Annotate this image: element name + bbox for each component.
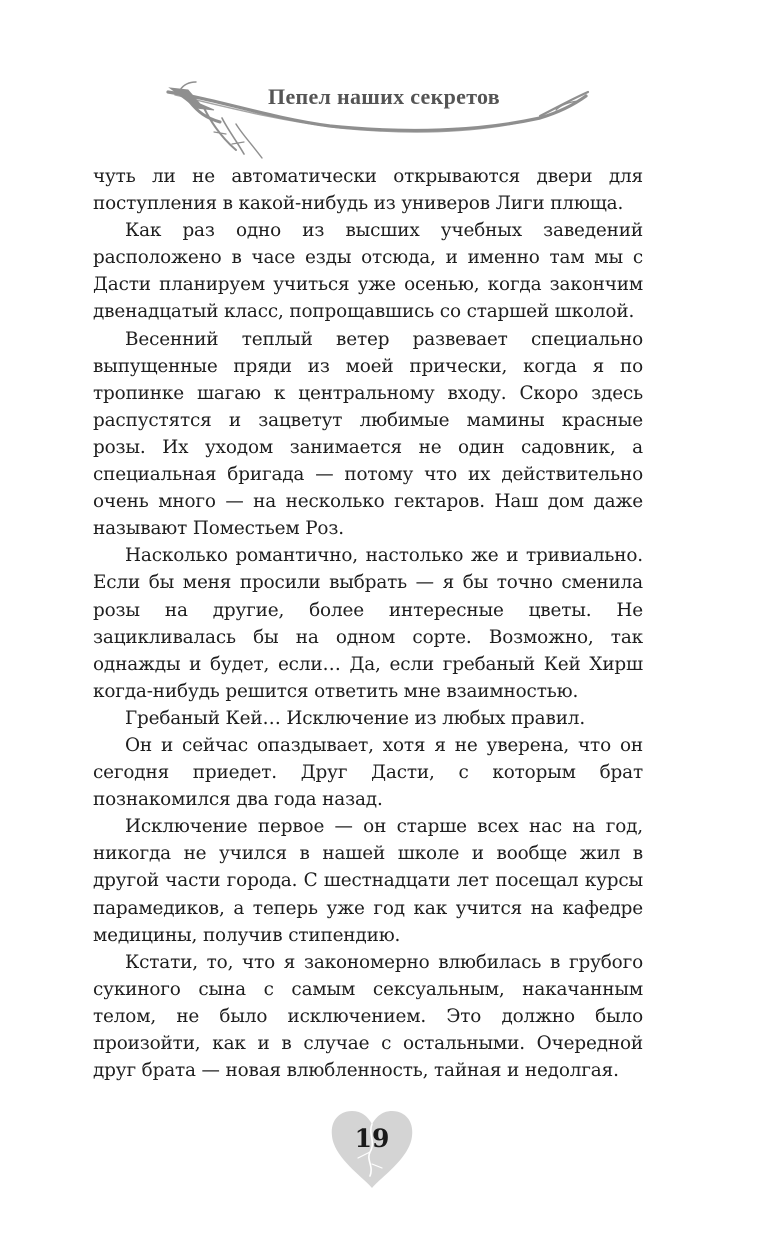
paragraph: чуть ли не автоматически открываются двери для поступления в какой-нибудь из универов Лиги плюща. xyxy=(93,166,643,215)
running-header xyxy=(0,0,768,170)
paragraph: Как раз одно из высших учебных заведений расположено в часе езды отсюда, и именно там мы с Дасти планируем учиться уже осенью, когда закончим двенадцатый класс, попрощавшись со старшей школой. xyxy=(93,220,643,323)
paragraph: Насколько романтично, настолько же и тривиально. Если бы меня просили выбрать — я бы точно сменила розы на другие, более интересные цветы. Не зацикливалась бы на одном сорте. Возможно, так однажды и будет, если… Да, если гребаный Кей Хирш когда-нибудь решится ответить мне взаимностью. xyxy=(93,545,643,702)
paragraph: Весенний теплый ветер развевает специально выпущенные пряди из моей прически, когда я по тропинке шагаю к центральному входу. Скоро здесь распустятся и зацветут любимые мамины красные розы. Их уходом занимается не один садовник, а специальная бригада — потому что их действительно очень много — на несколько гектаров. Наш дом даже называют Поместьем Роз. xyxy=(93,328,643,540)
paragraph: Кстати, то, что я закономерно влюбилась в грубого сукиного сына с самым сексуальным, накачанным телом, не было исключением. Это должно было произойти, как и в случае с остальными. Очередной друг брата — новая влюбленность, тайная и недолгая. xyxy=(93,951,643,1082)
paragraph: Исключение первое — он старше всех нас на год, никогда не учился в нашей школе и вообще жил в другой части города. С шестнадцати лет посещал курсы парамедиков, а теперь уже год как учится на кафедре медицины, получив стипендию. xyxy=(93,816,643,946)
paragraph: Он и сейчас опаздывает, хотя я не уверена, что он сегодня приедет. Друг Дасти, с которым брат познакомился два года назад. xyxy=(93,734,643,811)
body-text xyxy=(93,163,643,1084)
running-title: Пепел наших секретов xyxy=(268,84,500,109)
paragraph: Гребаный Кей… Исключение из любых правил. xyxy=(125,707,586,729)
page-number: 19 xyxy=(354,1124,390,1153)
page-footer xyxy=(328,1108,416,1190)
